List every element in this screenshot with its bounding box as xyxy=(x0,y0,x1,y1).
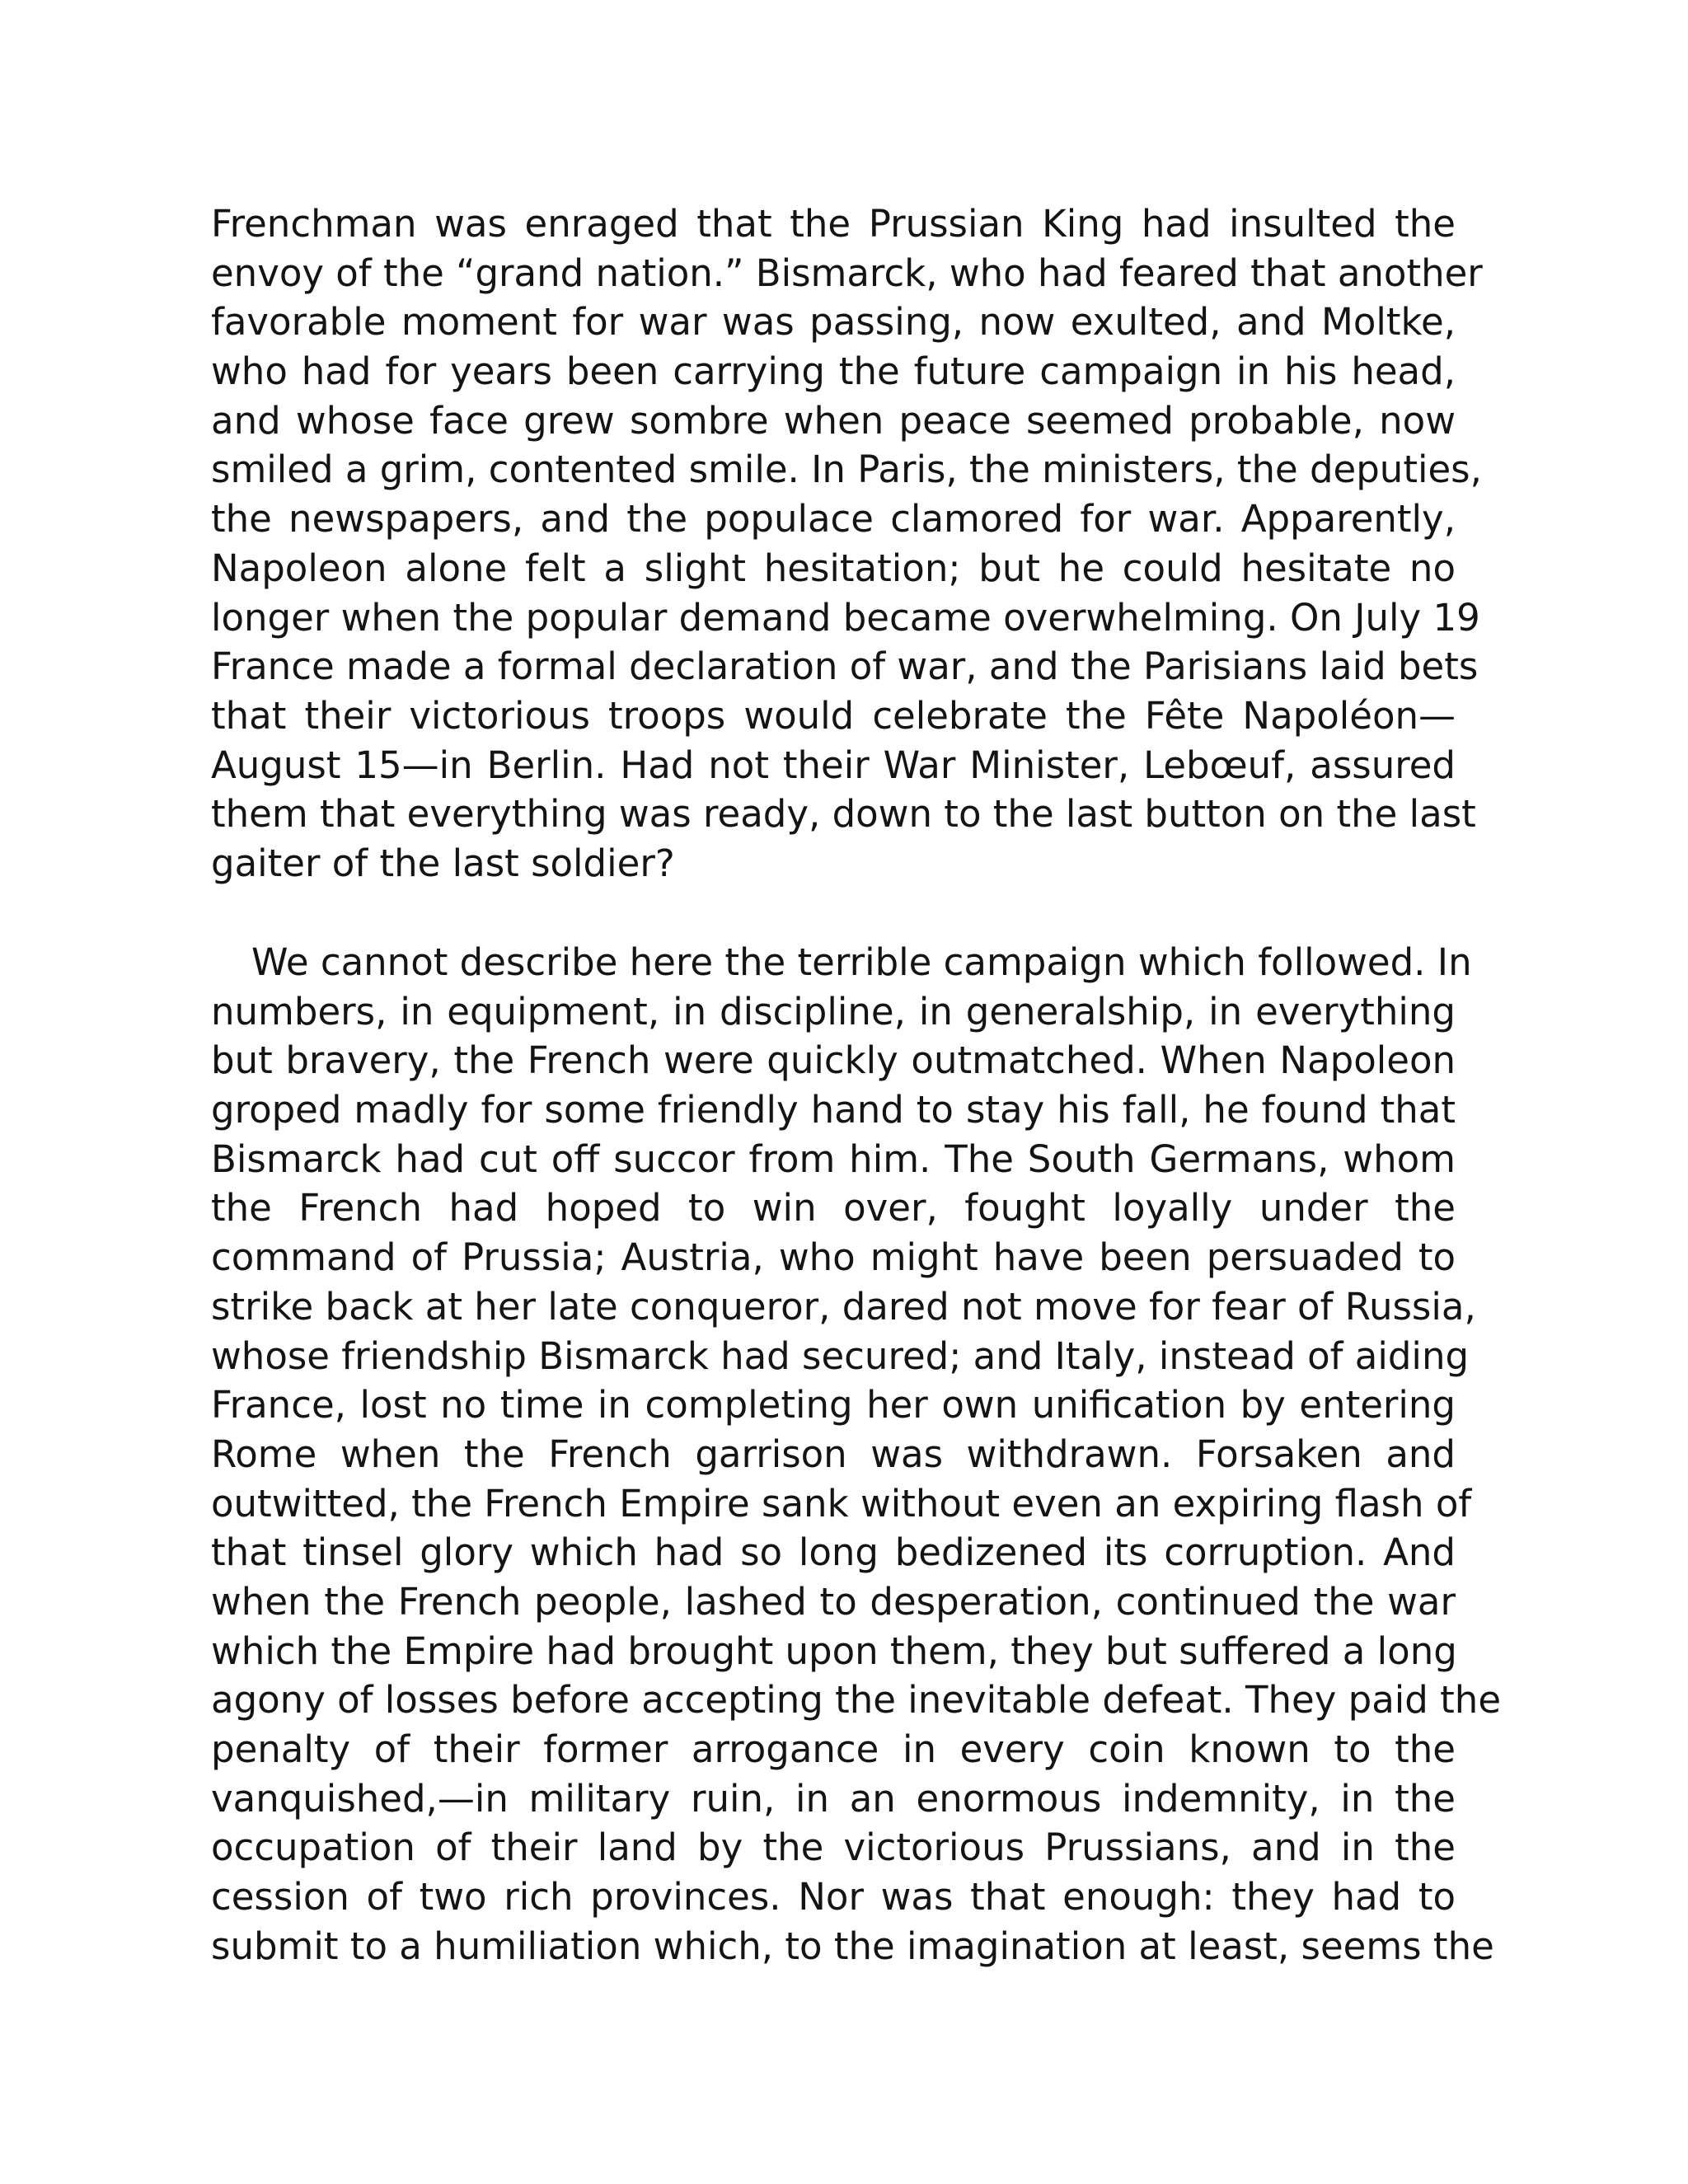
text-line: smiled a grim, contented smile. In Paris, the ministers, the deputies, xyxy=(211,448,1482,492)
text-line: longer when the popular demand became overwhelming. On July 19 xyxy=(211,595,1480,640)
text-line: that their victorious troops would celebrate the Fête Napoléon— xyxy=(211,693,1456,738)
text-line: cession of two rich provinces. Nor was that enough: they had to xyxy=(211,1875,1456,1919)
text-line: Rome when the French garrison was withdrawn. Forsaken and xyxy=(211,1432,1456,1476)
text-line: gaiter of the last soldier? xyxy=(211,841,675,885)
text-line: the newspapers, and the populace clamored for war. Apparently, xyxy=(211,497,1456,541)
text-line: France made a formal declaration of war, and the Parisians laid bets xyxy=(211,644,1479,689)
text-line: whose friendship Bismarck had secured; and Italy, instead of aiding xyxy=(211,1333,1470,1378)
text-line: Frenchman was enraged that the Prussian King had insulted the xyxy=(211,202,1456,246)
text-line: submit to a humiliation which, to the imagination at least, seems the xyxy=(211,1924,1494,1968)
text-line: Bismarck had cut off succor from him. The South Germans, whom xyxy=(211,1137,1456,1181)
text-line: the French had hoped to win over, fought loyally under the xyxy=(211,1186,1456,1230)
text-line: groped madly for some friendly hand to stay his fall, he found that xyxy=(211,1088,1456,1132)
paragraph-2 xyxy=(211,938,1502,1971)
text-line: numbers, in equipment, in discipline, in generalship, in everything xyxy=(211,989,1456,1033)
text-line: but bravery, the French were quickly outmatched. When Napoleon xyxy=(211,1038,1456,1083)
text-line: strike back at her late conqueror, dared not move for fear of Russia, xyxy=(211,1284,1476,1329)
text-line: outwitted, the French Empire sank without even an expiring flash of xyxy=(211,1481,1472,1526)
text-line: We cannot describe here the terrible campaign which followed. In xyxy=(251,940,1472,984)
text-line: command of Prussia; Austria, who might have been persuaded to xyxy=(211,1235,1456,1280)
text-line: them that everything was ready, down to the last button on the last xyxy=(211,792,1476,837)
text-line: envoy of the “grand nation.” Bismarck, who had feared that another xyxy=(211,251,1483,295)
text-line: when the French people, lashed to desperation, continued the war xyxy=(211,1579,1456,1624)
paragraph-1 xyxy=(211,199,1483,888)
text-line: August 15—in Berlin. Had not their War Minister, Lebœuf, assured xyxy=(211,743,1456,787)
text-line: vanquished,—in military ruin, in an enormous indemnity, in the xyxy=(211,1776,1456,1821)
text-line: France, lost no time in completing her own unification by entering xyxy=(211,1383,1456,1427)
text-line: that tinsel glory which had so long bedizened its corruption. And xyxy=(211,1530,1456,1575)
text-line: and whose face grew sombre when peace seemed probable, now xyxy=(211,398,1456,443)
text-line: who had for years been carrying the future campaign in his head, xyxy=(211,349,1456,394)
text-line: occupation of their land by the victorious Prussians, and in the xyxy=(211,1825,1456,1870)
text-line: favorable moment for war was passing, now exulted, and Moltke, xyxy=(211,300,1456,344)
text-line: Napoleon alone felt a slight hesitation; but he could hesitate no xyxy=(211,546,1456,590)
text-line: which the Empire had brought upon them, they but suffered a long xyxy=(211,1629,1457,1673)
text-line: agony of losses before accepting the inevitable defeat. They paid the xyxy=(211,1678,1502,1722)
text-line: penalty of their former arrogance in every coin known to the xyxy=(211,1727,1456,1771)
